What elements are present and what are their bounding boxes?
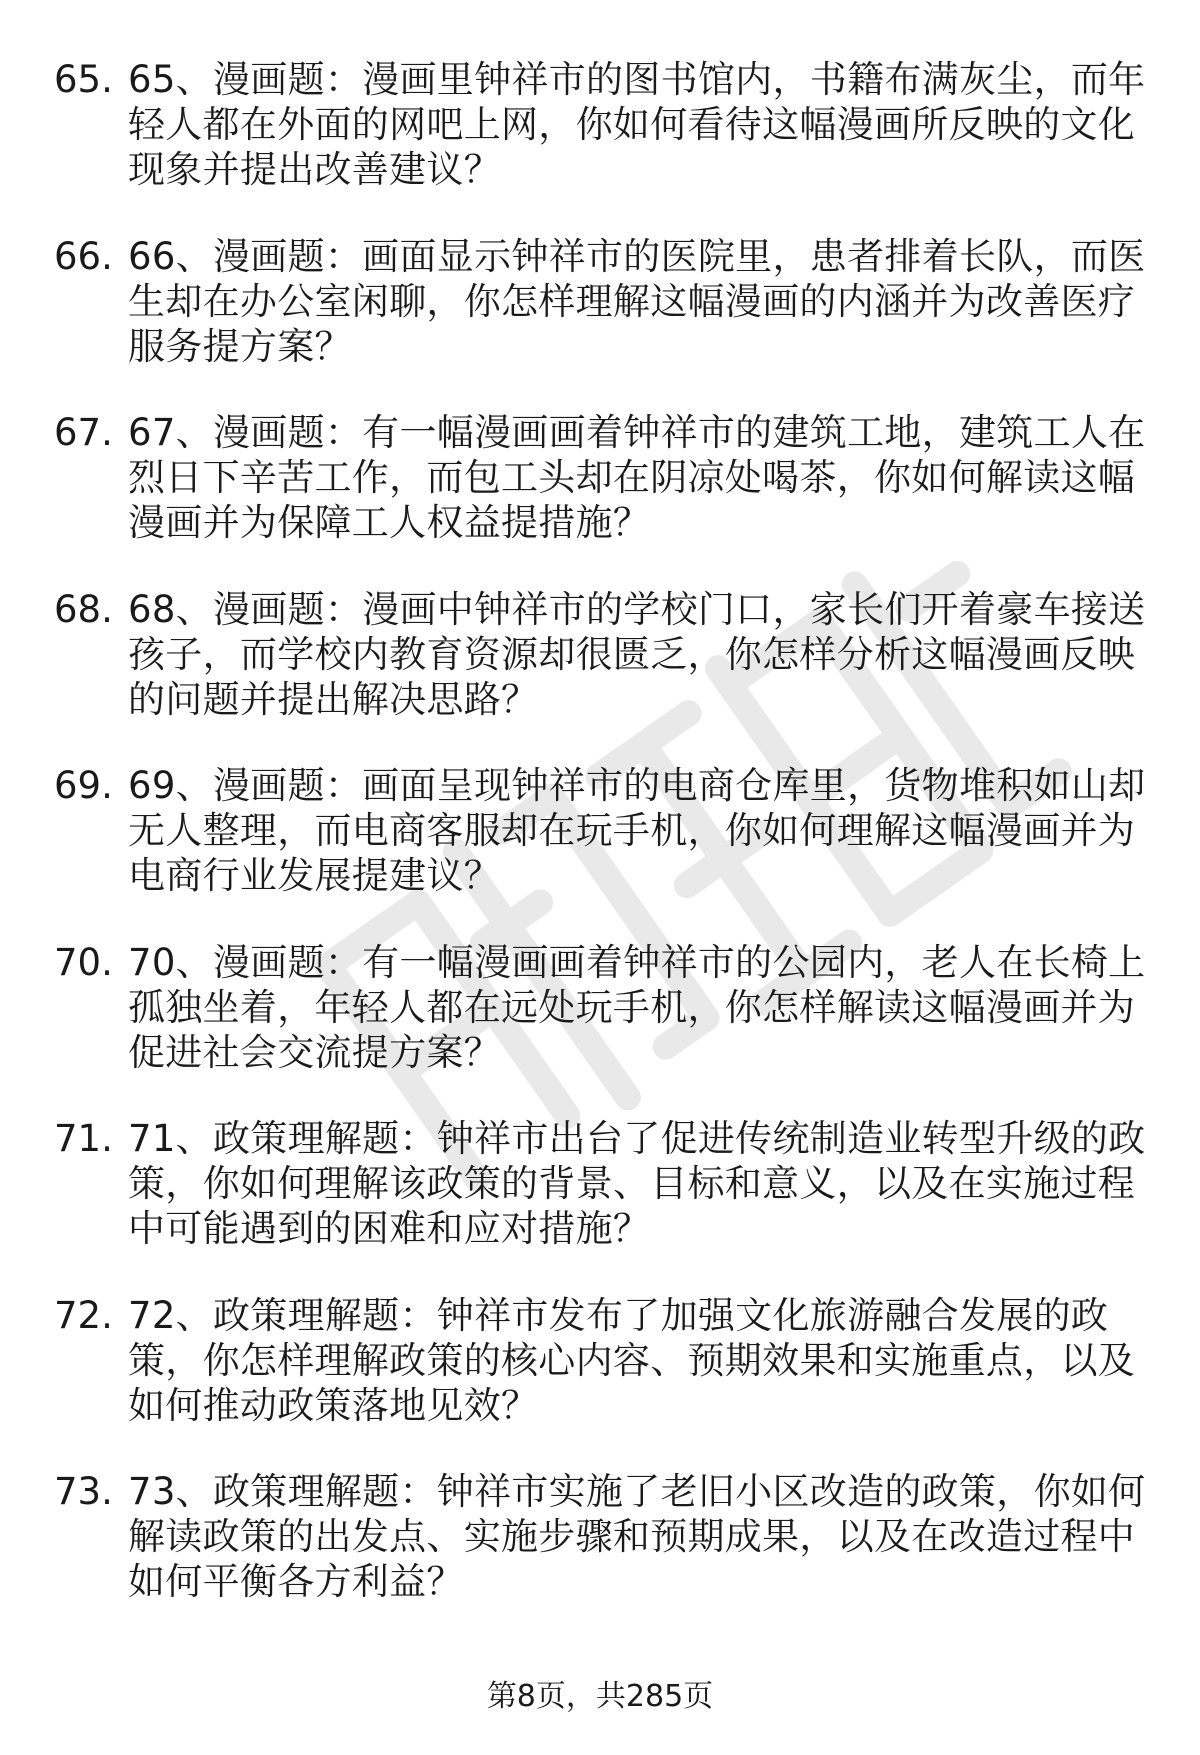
question-number: 73. (54, 1470, 113, 1513)
question-text: 67、漫画题：有一幅漫画画着钟祥市的建筑工地，建筑工人在烈日下辛苦工作，而包工头却在阴凉处喝茶，你如何解读这幅漫画并为保障工人权益提措施？ (128, 411, 1146, 544)
question-text: 65、漫画题：漫画里钟祥市的图书馆内，书籍布满灰尘，而年轻人都在外面的网吧上网，你如何看待这幅漫画所反映的文化现象并提出改善建议？ (128, 58, 1146, 191)
question-list (0, 57, 1200, 1646)
question-item (0, 1469, 1200, 1646)
question-number: 68. (54, 587, 113, 631)
question-item (0, 940, 1200, 1117)
question-text: 68、漫画题：漫画中钟祥市的学校门口，家长们开着豪车接送孩子，而学校内教育资源却很匮乏，你怎样分析这幅漫画反映的问题并提出解决思路？ (128, 587, 1146, 721)
question-number: 70. (54, 940, 113, 984)
question-item (0, 763, 1200, 940)
question-number: 67. (54, 411, 113, 454)
question-item (0, 587, 1200, 764)
question-item (0, 57, 1200, 234)
question-item (0, 1293, 1200, 1470)
question-text: 69、漫画题：画面呈现钟祥市的电商仓库里，货物堆积如山却无人整理，而电商客服却在玩手机，你如何理解这幅漫画并为电商行业发展提建议？ (128, 764, 1146, 897)
question-text: 70、漫画题：有一幅漫画画着钟祥市的公园内，老人在长椅上孤独坐着，年轻人都在远处玩手机，你怎样解读这幅漫画并为促进社会交流提方案？ (128, 940, 1146, 1074)
page-footer: 第8页，共285页 (486, 1679, 714, 1714)
question-item (0, 234, 1200, 411)
question-text: 71、政策理解题：钟祥市出台了促进传统制造业转型升级的政策，你如何理解该政策的背景、目标和意义，以及在实施过程中可能遇到的困难和应对措施？ (128, 1117, 1146, 1250)
question-text: 66、漫画题：画面显示钟祥市的医院里，患者排着长队，而医生却在办公室闲聊，你怎样理解这幅漫画的内涵并为改善医疗服务提方案？ (128, 234, 1146, 368)
question-text: 72、政策理解题：钟祥市发布了加强文化旅游融合发展的政策，你怎样理解政策的核心内容、预期效果和实施重点，以及如何推动政策落地见效？ (128, 1293, 1136, 1427)
question-number: 69. (54, 764, 113, 807)
question-item (0, 1116, 1200, 1293)
question-number: 72. (54, 1293, 113, 1337)
question-text: 73、政策理解题：钟祥市实施了老旧小区改造的政策，你如何解读政策的出发点、实施步骤和预期成果，以及在改造过程中如何平衡各方利益？ (128, 1470, 1146, 1603)
question-number: 65. (54, 58, 113, 101)
question-number: 71. (54, 1117, 113, 1160)
question-item (0, 410, 1200, 587)
question-number: 66. (54, 234, 113, 278)
